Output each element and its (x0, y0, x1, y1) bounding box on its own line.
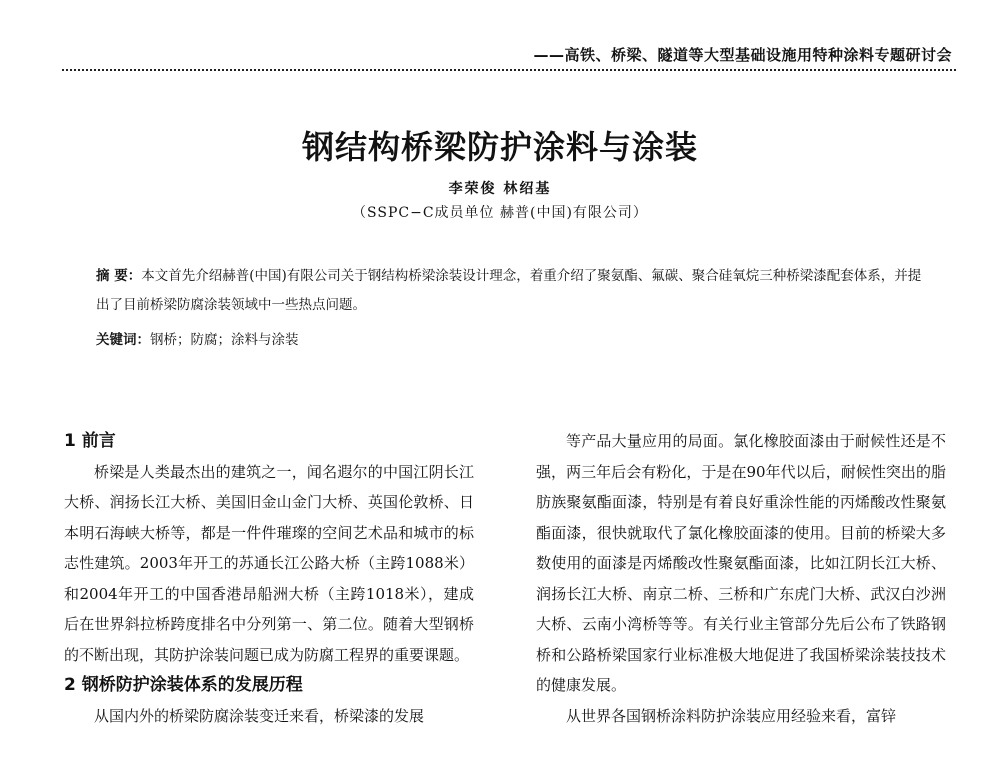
paper-title: 钢结构桥梁防护涂料与涂装 (301, 128, 698, 166)
section-paragraph: 从国内外的桥梁防腐涂装变迁来看，桥梁漆的发展 (94, 706, 425, 725)
section-paragraph: 从世界各国钢桥涂料防护涂装应用经验来看，富锌 (566, 706, 897, 725)
abstract-label: 摘 要： (96, 268, 142, 284)
abstract (96, 262, 922, 320)
section-heading-introduction: 1 前言 (64, 431, 116, 451)
left-column (64, 426, 474, 731)
keywords (96, 328, 299, 348)
keywords-text: 钢桥；防腐；涂料与涂装 (150, 332, 299, 348)
section-paragraph: 等产品大量应用的局面。氯化橡胶面漆由于耐候性还是不强，两三年后会有粉化，于是在90年代以后，耐候性突出的脂肪族聚氨酯面漆，特别是有着良好重涂性能的丙烯酸改性聚氨酯面漆，很快就取代了氯化橡胶面漆的使用。目前的桥梁大多数使用的面漆是丙烯酸改性聚氨酯面漆，比如江阴长江大桥、润扬长江大桥、南京二桥、三桥和广东虎门大桥、武汉白沙洲大桥、云南小湾桥等等。有关行业主管部分先后公布了铁路钢桥和公路桥梁国家行业标准极大地促进了我国桥梁涂装技技术的健康发展。 (536, 432, 946, 694)
running-header: ——高铁、桥梁、隧道等大型基础设施用特种涂料专题研讨会 (533, 46, 952, 64)
section-heading-history: 2 钢桥防护涂装体系的发展历程 (64, 675, 303, 695)
right-column (536, 426, 946, 731)
header-divider (62, 69, 956, 71)
abstract-text: 本文首先介绍赫普(中国)有限公司关于钢结构桥梁涂装设计理念，着重介绍了聚氨酯、氟碳、聚合硅氧烷三种桥梁漆配套体系，并提出了目前桥梁防腐涂装领域中一些热点问题。 (96, 268, 922, 313)
authors: 李荣俊 林绍基 (448, 181, 552, 197)
keywords-label: 关键词： (96, 332, 150, 348)
affiliation: （SSPC−C成员单位 赫普(中国)有限公司） (352, 205, 648, 221)
section-paragraph: 桥梁是人类最杰出的建筑之一，闻名遐尔的中国江阴长江大桥、润扬长江大桥、美国旧金山金门大桥、英国伦敦桥、日本明石海峡大桥等，都是一件件璀璨的空间艺术品和城市的标志性建筑。2003年开工的苏通长江公路大桥（主跨1088米）和2004年开工的中国香港昂船洲大桥（主跨1018米），建成后在世界斜拉桥跨度排名中分列第一、第二位。随着大型钢桥的不断出现，其防护涂装问题已成为防腐工程界的重要课题。 (64, 462, 474, 664)
